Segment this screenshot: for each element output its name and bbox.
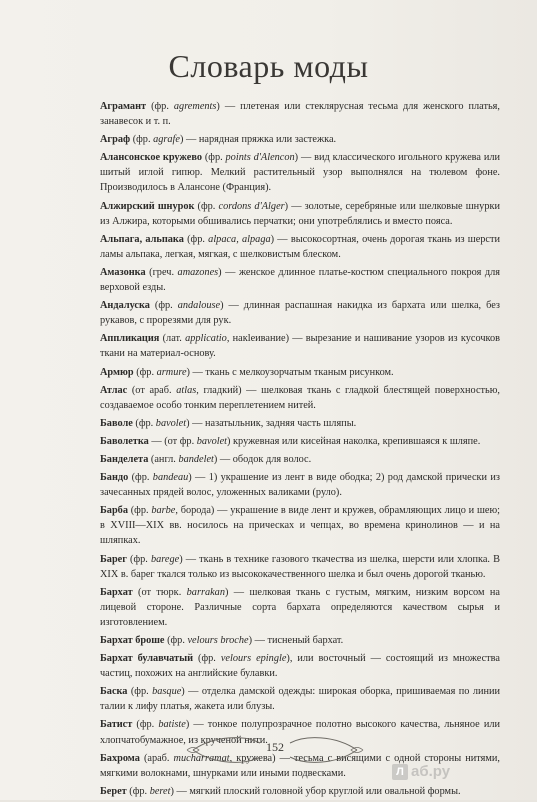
entry-text: (фр. — [194, 200, 219, 212]
entry-foreign-word: agrements — [173, 101, 217, 112]
entry-text: (фр. — [126, 785, 150, 797]
entry-foreign-word: applicatio — [185, 333, 227, 345]
entry-text: (англ. — [148, 453, 179, 465]
dictionary-entry — [100, 298, 500, 328]
entry-definition: ) — шелковая ткань с густым, мягким, низким ворсом на лицевой стороне. Различные сорта бархата определяются качеством сырья и изготовлением. — [100, 586, 500, 628]
entry-definition: ) — 1) украшение из лент в виде ободка; 2) род дамской прически из зачесанных прядей волос, уложенных валиками (руло). — [100, 472, 500, 499]
entry-foreign-word: beret — [149, 785, 171, 797]
entry-foreign-word: points d'Alencon — [225, 152, 295, 164]
entry-text: (от араб. — [127, 384, 177, 396]
entry-term: Баволе — [100, 417, 133, 429]
entry-term: Баска — [100, 686, 128, 698]
entry-foreign-word: amazones — [177, 266, 219, 278]
entry-foreign-word: cordons d'Alger — [218, 200, 285, 212]
entry-term: Бахрома — [100, 752, 140, 764]
entry-definition: , гладкий) — шелковая ткань с гладкой блестящей поверхностью, создаваемое особо тонким переплетением нитей. — [100, 384, 500, 411]
entry-definition: ) — нарядная пряжка или застежка. — [180, 134, 337, 146]
entry-definition: ) кружевная или кисейная наколка, крепившаяся к шляпе. — [227, 435, 481, 447]
entry-foreign-word: bavolet — [196, 435, 228, 447]
dictionary-entry — [100, 416, 500, 431]
entry-text: (греч. — [145, 266, 178, 278]
entry-definition: ) — ободок для волос. — [213, 453, 312, 465]
entry-text: (фр. — [126, 553, 151, 565]
entry-text: (фр. — [130, 134, 154, 146]
entry-text: (фр. — [132, 417, 156, 429]
entry-text: (фр. — [183, 233, 209, 245]
dictionary-entry — [100, 684, 500, 714]
entry-foreign-word: bandelet — [178, 453, 214, 465]
entry-text: (фр. — [127, 505, 152, 517]
dictionary-entries — [100, 99, 500, 802]
entry-foreign-word: agrafe — [153, 134, 180, 146]
entry-term: Андалуска — [100, 300, 150, 312]
dictionary-entry — [100, 552, 500, 582]
entry-foreign-word: bandeau — [152, 472, 189, 484]
entry-foreign-word: velours epingle — [220, 653, 287, 665]
entry-term: Алжирский шнурок — [100, 200, 195, 212]
entry-definition: ), или восточный — состоящий из множества частиц, похожих на английские булавки. — [100, 653, 500, 680]
entry-foreign-word: barege — [151, 553, 180, 565]
entry-term: Аппликация — [100, 333, 160, 345]
entry-definition: ) — тонкое полупрозрачное полотно высокого качества, льняное или хлопчатобумажное, из крученой нити. — [100, 719, 500, 746]
entry-definition: ) — мягкий плоский головной убор круглой или овальной формы. — [170, 785, 461, 797]
entry-definition: ) — высокосортная, очень дорогая ткань из шерсти ламы альпака, легкая, мягкая, с шелковистым блеском. — [100, 233, 501, 260]
entry-foreign-word: mucharramat — [173, 752, 230, 764]
entry-text: (фр. — [201, 152, 226, 164]
dictionary-entry — [100, 265, 500, 295]
entry-definition: ) — ткань в технике газового ткачества из шелка, шерсти или хлопка. В XIX в. барег ткался только из высококачественного шелка и был очень дорогой тканью. — [100, 553, 500, 580]
entry-term: Алансонское кружево — [100, 152, 202, 164]
dictionary-entry — [100, 633, 500, 648]
entry-term: Аграмант — [100, 101, 147, 112]
entry-definition: ) — ткань с мелкоузорчатым тканым рисунком. — [186, 366, 394, 378]
entry-foreign-word: barrakan — [186, 586, 225, 598]
entry-definition: ) — отделка дамской одежды: широкая оборка, пришиваемая по линии талии к лифу платья, жакета или блузы. — [100, 686, 500, 713]
entry-text: (араб. — [139, 752, 174, 764]
dictionary-entry — [100, 452, 500, 467]
entry-foreign-word: batiste — [158, 719, 186, 731]
entry-text: (фр. — [164, 635, 188, 646]
entry-text: (фр. — [128, 472, 153, 484]
entry-term: Альпага, альпака — [100, 233, 184, 245]
entry-text: (фр. — [127, 686, 153, 698]
entry-text: (фр. — [149, 300, 178, 312]
entry-term: Амазонка — [100, 266, 146, 278]
entry-term: Армюр — [100, 366, 134, 378]
dictionary-entry — [100, 331, 500, 361]
entry-term: Аграф — [100, 134, 131, 146]
watermark-logo-icon: Л — [392, 764, 408, 780]
entry-definition: ) — плетеная или стеклярусная тесьма для женского платья, занавесок и т. п. — [100, 101, 500, 128]
dictionary-entry — [100, 99, 500, 129]
entry-foreign-word: bavolet — [155, 417, 187, 429]
entry-definition: , борода) — украшение в виде лент и кружев, обрамляющих лицо и шею; в XVIII—XIX вв. носилось на прическах и чепцах, во времена кринолинов — и на шляпках. — [100, 505, 501, 547]
entry-term: Берет — [100, 785, 127, 797]
dictionary-entry — [100, 784, 500, 799]
dictionary-entry — [100, 651, 500, 681]
entry-term: Бандо — [100, 472, 129, 484]
entry-text: (лат. — [159, 333, 186, 345]
entry-term: Бархат — [100, 586, 133, 598]
dictionary-entry — [100, 585, 500, 630]
page-title: Словарь моды — [168, 48, 369, 84]
entry-term: Бархат броше — [100, 635, 165, 646]
page-number: 152 — [266, 740, 284, 754]
entry-definition: , накleивание) — вырезание и нашивание узоров из кусочков ткани на материал-основу. — [100, 333, 500, 360]
entry-text: (фр. — [146, 101, 174, 112]
dictionary-entry — [100, 434, 500, 449]
entry-text: (фр. — [193, 653, 221, 665]
entry-text: — (от фр. — [148, 435, 197, 447]
dictionary-entry — [100, 199, 500, 229]
dictionary-entry — [100, 383, 500, 413]
entry-term: Баволетка — [100, 435, 149, 447]
entry-term: Бархат булавчатый — [100, 653, 194, 665]
entry-term: Банделета — [100, 453, 149, 465]
entry-term: Батист — [100, 719, 133, 731]
entry-term: Атлас — [100, 384, 128, 396]
entry-foreign-word: basque — [152, 686, 182, 698]
entry-foreign-word: andalouse — [177, 300, 221, 312]
watermark-text: аб.ру — [411, 763, 451, 780]
entry-definition: ) — назатыльник, задняя часть шляпы. — [186, 417, 357, 429]
entry-foreign-word: velours broche — [187, 635, 249, 646]
entry-definition: ) — тисненый бархат. — [248, 635, 344, 646]
entry-definition: ) — длинная распашная накидка из бархата или шелка, без рукавов, с прорезями для рук. — [100, 300, 500, 327]
entry-text: (от тюрк. — [132, 586, 187, 598]
dictionary-entry — [100, 503, 500, 548]
entry-definition: , кружева) — тесьма с висящими с одной стороны нитями, мягкими волокнами, шнурками или иными подвесками. — [100, 752, 500, 779]
entry-foreign-word: barbe — [151, 505, 176, 517]
dictionary-entry — [100, 150, 500, 195]
entry-foreign-word: armure — [156, 366, 187, 378]
dictionary-entry — [100, 365, 500, 380]
entry-definition: ) — женское длинное платье-костюм специального покроя для верховой езды. — [100, 266, 500, 294]
entry-text: (фр. — [132, 719, 159, 731]
entry-foreign-word: alpaca, alpaga — [208, 233, 271, 245]
dictionary-entry — [100, 232, 500, 262]
site-watermark — [392, 763, 450, 780]
entry-term: Барба — [100, 505, 128, 517]
entry-definition: ) — вид классического игольного кружева или шитый иглой гипюр. Мелкий растительный узор выполнялся на тюлевом фоне. Производилось в Алансоне (Франция). — [100, 152, 500, 194]
dictionary-entry — [100, 132, 500, 147]
dictionary-entry — [100, 470, 500, 500]
entry-definition: ) — золотые, серебряные или шелковые шнурки из Алжира, которыми обшивались перчатки; они употреблялись и вместо пояса. — [100, 200, 500, 227]
entry-foreign-word: atlas — [176, 384, 197, 396]
entry-term: Барег — [100, 553, 127, 565]
entry-text: (фр. — [133, 366, 157, 378]
